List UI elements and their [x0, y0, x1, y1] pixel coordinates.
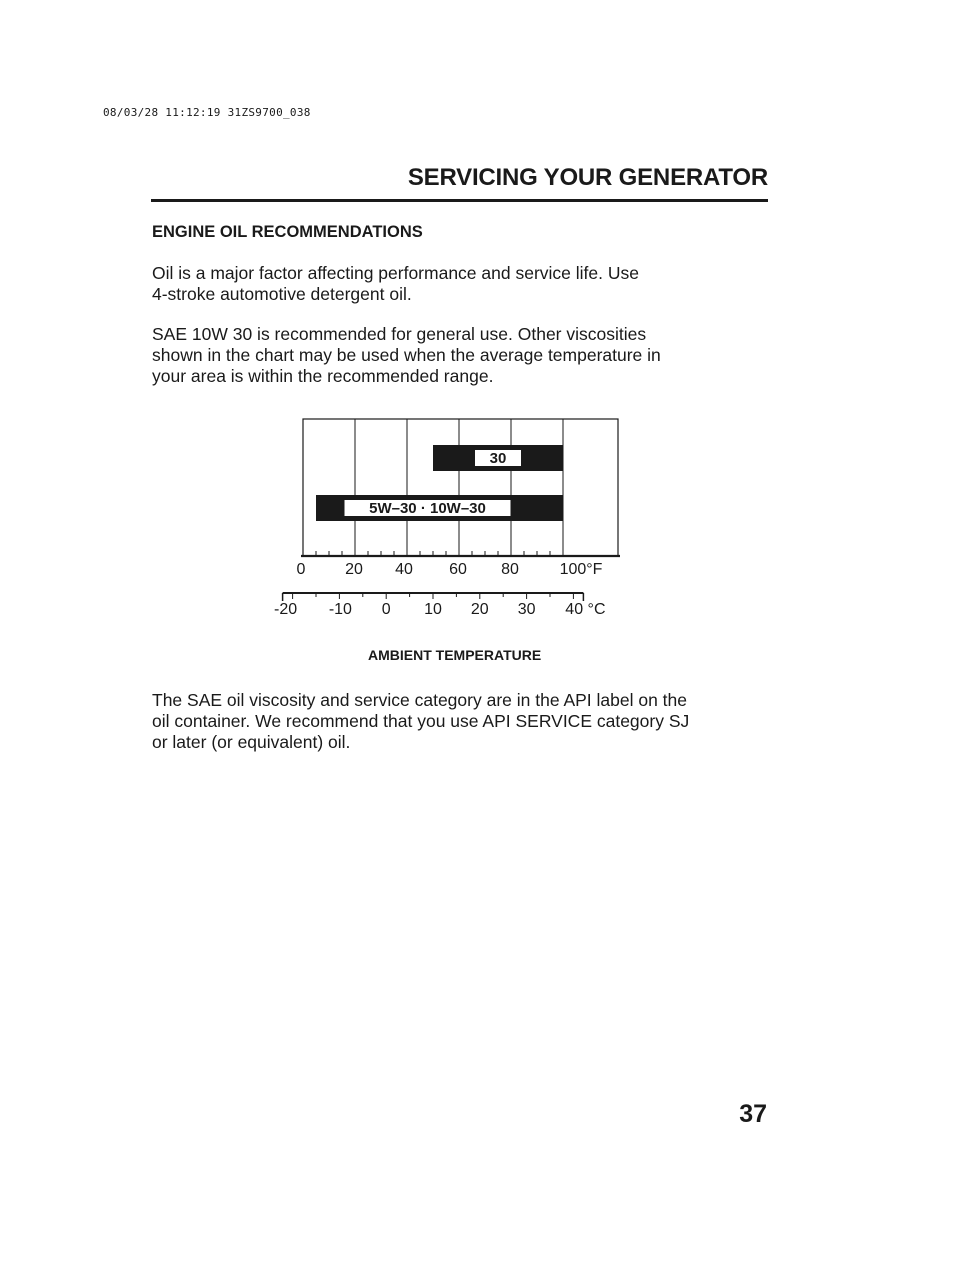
celsius-tick-label: 0 — [381, 601, 391, 618]
celsius-tick-label: -20 — [274, 601, 298, 618]
page-number: 37 — [739, 1100, 767, 1128]
plot-frame — [303, 419, 618, 556]
oil-intro-paragraph: Oil is a major factor affecting performance and service life. Use 4-stroke automotive detergent oil. — [152, 263, 639, 304]
x-axis-title: AMBIENT TEMPERATURE — [368, 647, 542, 663]
fahrenheit-tick-label: 20 — [345, 561, 363, 578]
celsius-tick-label: 20 — [470, 601, 489, 618]
bar-label: 5W–30 · 10W–30 — [369, 500, 486, 517]
chart-grid — [303, 419, 618, 556]
fahrenheit-tick-label: 0 — [296, 561, 306, 578]
fahrenheit-tick-label: 80 — [501, 561, 519, 578]
engine-oil-heading: ENGINE OIL RECOMMENDATIONS — [152, 223, 423, 241]
section-title: SERVICING YOUR GENERATOR — [407, 164, 768, 191]
celsius-tick-label: 10 — [424, 601, 442, 618]
fahrenheit-tick-label: 100°F — [559, 561, 603, 578]
chart-bars — [316, 445, 563, 521]
celsius-tick-label: -10 — [328, 601, 352, 618]
celsius-tick-label: 40 °C — [565, 601, 606, 618]
chart-axes — [274, 551, 620, 618]
bar-label: 30 — [489, 450, 507, 467]
celsius-tick-label: 30 — [517, 601, 536, 618]
api-service-paragraph: The SAE oil viscosity and service category are in the API label on the oil container. We recommend that you use API SERVICE category SJ or later (or equivalent) oil. — [152, 690, 690, 752]
print-timestamp: 08/03/28 11:12:19 31ZS9700_038 — [103, 106, 311, 119]
fahrenheit-tick-label: 60 — [449, 561, 467, 578]
fahrenheit-tick-label: 40 — [395, 561, 413, 578]
viscosity-paragraph: SAE 10W 30 is recommended for general use. Other viscosities shown in the chart may be used when the average temperature in your area is within the recommended range. — [152, 324, 661, 386]
